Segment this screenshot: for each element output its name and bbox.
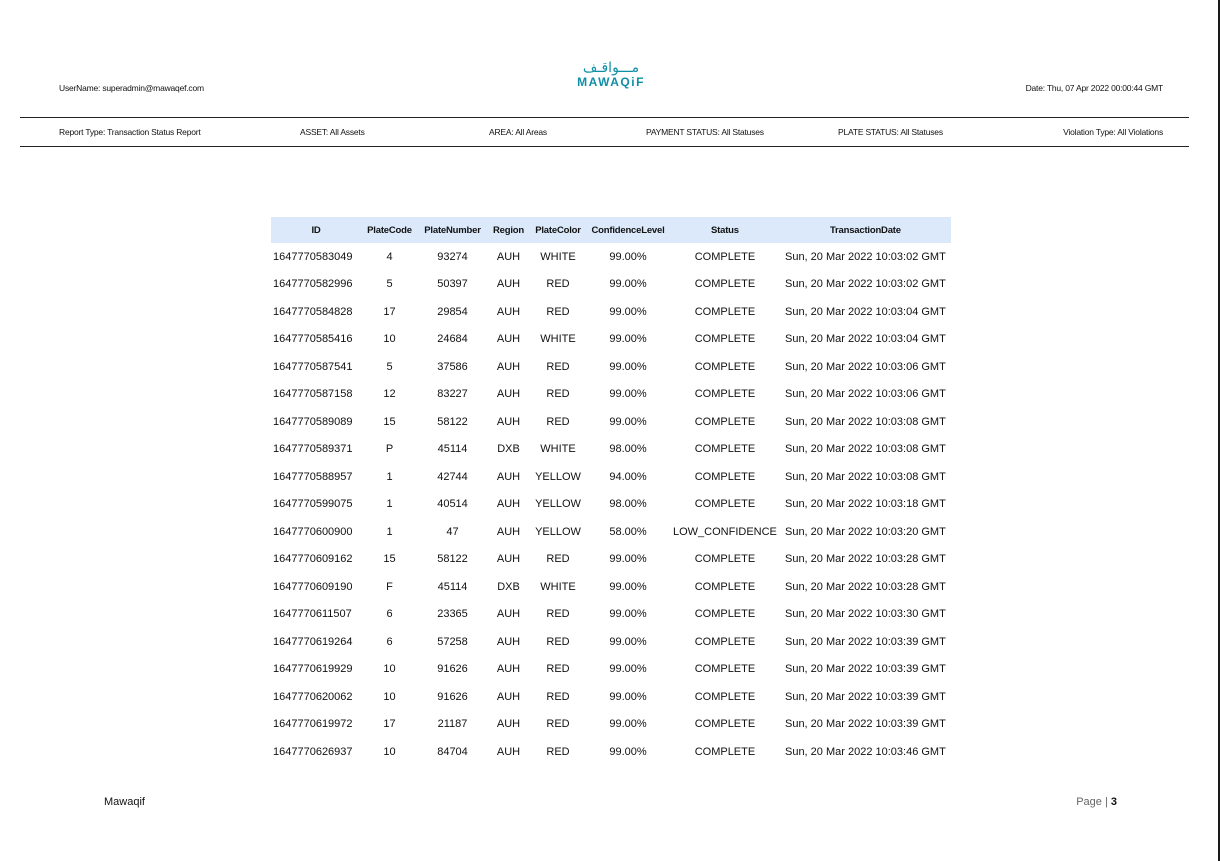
cell-plate-code: 10 [383, 745, 396, 758]
cell-region: AUH [496, 690, 521, 703]
cell-plate-code: P [385, 443, 394, 456]
table-row [271, 711, 951, 739]
cell-id: 1647770588957 [273, 470, 353, 483]
cell-plate-color: RED [546, 663, 570, 676]
cell-transaction-date: Sun, 20 Mar 2022 10:03:04 GMT [784, 333, 946, 346]
table-row [271, 271, 951, 299]
cell-status: COMPLETE [694, 388, 756, 401]
cell-confidence-level: 99.00% [609, 250, 647, 263]
table-row [271, 353, 951, 381]
cell-region: AUH [496, 470, 521, 483]
logo-text: MAWAQiF [577, 75, 645, 89]
cell-plate-number: 40514 [437, 498, 468, 511]
cell-id: 1647770589371 [273, 443, 353, 456]
table-row [271, 326, 951, 354]
report-filters [59, 127, 1163, 139]
cell-id: 1647770609190 [273, 580, 353, 593]
cell-confidence-level: 99.00% [609, 635, 647, 648]
table-row [271, 683, 951, 711]
cell-plate-code: 10 [383, 690, 396, 703]
cell-status: COMPLETE [694, 745, 756, 758]
cell-plate-number: 47 [446, 525, 459, 538]
cell-id: 1647770585416 [273, 333, 353, 346]
cell-plate-number: 57258 [437, 635, 468, 648]
cell-plate-code: 5 [386, 278, 393, 291]
cell-region: AUH [496, 333, 521, 346]
cell-region: AUH [496, 745, 521, 758]
filter-violation-type: Violation Type: All Violations [1063, 127, 1163, 137]
cell-plate-number: 29854 [437, 305, 468, 318]
cell-plate-number: 83227 [437, 388, 468, 401]
cell-transaction-date: Sun, 20 Mar 2022 10:03:06 GMT [784, 388, 946, 401]
cell-transaction-date: Sun, 20 Mar 2022 10:03:46 GMT [784, 745, 946, 758]
footer-company: Mawaqif [104, 796, 145, 808]
table-row [271, 573, 951, 601]
cell-confidence-level: 58.00% [609, 525, 647, 538]
cell-transaction-date: Sun, 20 Mar 2022 10:03:02 GMT [784, 278, 946, 291]
page-edge [1218, 0, 1220, 861]
table-row [271, 628, 951, 656]
cell-id: 1647770589089 [273, 415, 353, 428]
table-row [271, 436, 951, 464]
cell-region: AUH [496, 608, 521, 621]
cell-plate-number: 91626 [437, 690, 468, 703]
cell-plate-number: 84704 [437, 745, 468, 758]
cell-transaction-date: Sun, 20 Mar 2022 10:03:08 GMT [784, 470, 946, 483]
table-row [271, 408, 951, 436]
cell-plate-code: 6 [386, 608, 393, 621]
cell-plate-color: RED [546, 360, 570, 373]
cell-id: 1647770584828 [273, 305, 353, 318]
page-label: Page | [1076, 796, 1108, 808]
transactions-table [271, 217, 951, 766]
cell-id: 1647770587541 [273, 360, 353, 373]
cell-plate-number: 21187 [437, 718, 468, 731]
cell-confidence-level: 99.00% [609, 580, 647, 593]
cell-transaction-date: Sun, 20 Mar 2022 10:03:08 GMT [784, 443, 946, 456]
cell-id: 1647770619264 [273, 635, 353, 648]
cell-plate-color: RED [546, 608, 570, 621]
cell-transaction-date: Sun, 20 Mar 2022 10:03:02 GMT [784, 250, 946, 263]
cell-confidence-level: 99.00% [609, 415, 647, 428]
cell-plate-color: WHITE [540, 250, 576, 263]
table-row [271, 546, 951, 574]
cell-region: AUH [496, 553, 521, 566]
cell-status: COMPLETE [694, 278, 756, 291]
cell-transaction-date: Sun, 20 Mar 2022 10:03:39 GMT [784, 663, 946, 676]
cell-plate-number: 58122 [437, 553, 468, 566]
cell-plate-code: 10 [383, 333, 396, 346]
cell-plate-code: 10 [383, 663, 396, 676]
cell-transaction-date: Sun, 20 Mar 2022 10:03:20 GMT [784, 525, 946, 538]
cell-confidence-level: 99.00% [609, 333, 647, 346]
cell-plate-number: 93274 [437, 250, 468, 263]
cell-transaction-date: Sun, 20 Mar 2022 10:03:39 GMT [784, 690, 946, 703]
cell-confidence-level: 99.00% [609, 278, 647, 291]
cell-plate-color: RED [546, 388, 570, 401]
cell-confidence-level: 99.00% [609, 690, 647, 703]
cell-region: AUH [496, 388, 521, 401]
cell-id: 1647770583049 [273, 250, 353, 263]
cell-id: 1647770626937 [273, 745, 353, 758]
cell-status: COMPLETE [694, 553, 756, 566]
cell-status: COMPLETE [694, 608, 756, 621]
table-row [271, 381, 951, 409]
cell-plate-color: RED [546, 278, 570, 291]
cell-status: COMPLETE [694, 470, 756, 483]
header-divider [20, 117, 1189, 118]
cell-transaction-date: Sun, 20 Mar 2022 10:03:30 GMT [784, 608, 946, 621]
table-header-row [271, 217, 951, 243]
cell-plate-number: 45114 [437, 443, 468, 456]
cell-status: COMPLETE [694, 635, 756, 648]
cell-transaction-date: Sun, 20 Mar 2022 10:03:18 GMT [784, 498, 946, 511]
cell-region: AUH [496, 278, 521, 291]
cell-plate-color: WHITE [540, 580, 576, 593]
cell-plate-number: 24684 [437, 333, 468, 346]
cell-region: AUH [496, 415, 521, 428]
table-row [271, 656, 951, 684]
cell-transaction-date: Sun, 20 Mar 2022 10:03:28 GMT [784, 580, 946, 593]
cell-plate-color: RED [546, 305, 570, 318]
cell-id: 1647770619929 [273, 663, 353, 676]
cell-region: AUH [496, 663, 521, 676]
column-header-plate-number: PlateNumber [418, 217, 487, 243]
filter-area: AREA: All Areas [489, 127, 547, 137]
cell-plate-color: RED [546, 745, 570, 758]
cell-confidence-level: 94.00% [609, 470, 647, 483]
page-number: 3 [1110, 796, 1117, 808]
cell-confidence-level: 99.00% [609, 305, 647, 318]
cell-transaction-date: Sun, 20 Mar 2022 10:03:39 GMT [784, 718, 946, 731]
cell-region: AUH [496, 305, 521, 318]
cell-status: COMPLETE [694, 498, 756, 511]
cell-transaction-date: Sun, 20 Mar 2022 10:03:06 GMT [784, 360, 946, 373]
cell-plate-number: 37586 [437, 360, 468, 373]
cell-id: 1647770582996 [273, 278, 353, 291]
cell-plate-code: 4 [386, 250, 393, 263]
cell-transaction-date: Sun, 20 Mar 2022 10:03:04 GMT [784, 305, 946, 318]
cell-confidence-level: 99.00% [609, 360, 647, 373]
cell-plate-color: YELLOW [535, 470, 581, 483]
cell-plate-color: YELLOW [535, 498, 581, 511]
footer-page-indicator [1076, 796, 1117, 808]
cell-plate-color: RED [546, 690, 570, 703]
cell-confidence-level: 99.00% [609, 553, 647, 566]
cell-confidence-level: 99.00% [609, 388, 647, 401]
column-header-plate-color: PlateColor [530, 217, 586, 243]
cell-status: COMPLETE [694, 250, 756, 263]
table-row [271, 738, 951, 766]
cell-status: COMPLETE [694, 360, 756, 373]
cell-status: COMPLETE [694, 443, 756, 456]
cell-region: AUH [496, 250, 521, 263]
cell-plate-code: 12 [383, 388, 396, 401]
filters-divider [20, 146, 1189, 147]
cell-id: 1647770587158 [273, 388, 353, 401]
cell-plate-number: 23365 [437, 608, 468, 621]
cell-plate-number: 42744 [437, 470, 468, 483]
table-row [271, 243, 951, 271]
cell-confidence-level: 98.00% [609, 443, 647, 456]
cell-plate-code: 15 [383, 553, 396, 566]
report-date: Date: Thu, 07 Apr 2022 00:00:44 GMT [1025, 83, 1163, 93]
logo-arabic-text: مـــواقـف [582, 60, 640, 76]
cell-plate-color: RED [546, 635, 570, 648]
cell-plate-code: 5 [386, 360, 393, 373]
cell-region: AUH [496, 718, 521, 731]
cell-region: AUH [496, 635, 521, 648]
cell-confidence-level: 99.00% [609, 745, 647, 758]
cell-plate-code: 1 [386, 498, 393, 511]
cell-id: 1647770611507 [273, 608, 352, 621]
cell-plate-number: 58122 [437, 415, 468, 428]
filter-report-type: Report Type: Transaction Status Report [59, 127, 201, 137]
cell-region: AUH [496, 360, 521, 373]
cell-id: 1647770619972 [273, 718, 353, 731]
cell-region: AUH [496, 498, 521, 511]
table-row [271, 298, 951, 326]
filter-asset: ASSET: All Assets [300, 127, 365, 137]
column-header-region: Region [487, 217, 530, 243]
cell-status: COMPLETE [694, 305, 756, 318]
cell-transaction-date: Sun, 20 Mar 2022 10:03:08 GMT [784, 415, 946, 428]
cell-region: DXB [497, 580, 520, 593]
table-row [271, 463, 951, 491]
cell-status: COMPLETE [694, 580, 756, 593]
cell-region: DXB [497, 443, 520, 456]
cell-plate-number: 91626 [437, 663, 468, 676]
cell-plate-color: RED [546, 553, 570, 566]
table-body [271, 243, 951, 766]
username-label: UserName: superadmin@mawaqef.com [59, 83, 204, 93]
cell-confidence-level: 98.00% [609, 498, 647, 511]
cell-id: 1647770620062 [273, 690, 353, 703]
cell-confidence-level: 99.00% [609, 663, 647, 676]
cell-plate-code: 17 [383, 305, 396, 318]
mawaqif-logo [566, 61, 656, 88]
column-header-transaction-date: TransactionDate [780, 217, 951, 243]
column-header-id: ID [271, 217, 361, 243]
cell-status: COMPLETE [694, 333, 756, 346]
cell-plate-code: 6 [386, 635, 393, 648]
column-header-plate-code: PlateCode [361, 217, 418, 243]
cell-status: COMPLETE [694, 663, 756, 676]
filter-payment-status: PAYMENT STATUS: All Statuses [646, 127, 764, 137]
cell-plate-code: 1 [386, 525, 393, 538]
cell-plate-code: 1 [386, 470, 393, 483]
cell-status: COMPLETE [694, 718, 756, 731]
cell-plate-color: WHITE [540, 333, 576, 346]
table-row [271, 491, 951, 519]
cell-status: COMPLETE [694, 690, 756, 703]
cell-id: 1647770609162 [273, 553, 353, 566]
cell-region: AUH [496, 525, 521, 538]
filter-plate-status: PLATE STATUS: All Statuses [838, 127, 943, 137]
cell-status: LOW_CONFIDENCE [673, 525, 777, 538]
cell-confidence-level: 99.00% [609, 718, 647, 731]
cell-plate-color: WHITE [540, 443, 576, 456]
cell-plate-number: 50397 [437, 278, 468, 291]
cell-status: COMPLETE [694, 415, 756, 428]
column-header-status: Status [670, 217, 780, 243]
cell-plate-code: F [386, 580, 393, 593]
cell-id: 1647770599075 [273, 498, 353, 511]
cell-plate-code: 17 [383, 718, 396, 731]
cell-plate-number: 45114 [437, 580, 468, 593]
cell-id: 1647770600900 [273, 525, 353, 538]
cell-plate-code: 15 [383, 415, 396, 428]
cell-plate-color: YELLOW [535, 525, 581, 538]
cell-plate-color: RED [546, 718, 570, 731]
cell-transaction-date: Sun, 20 Mar 2022 10:03:39 GMT [784, 635, 946, 648]
column-header-confidence-level: ConfidenceLevel [586, 217, 670, 243]
table-row [271, 601, 951, 629]
cell-confidence-level: 99.00% [609, 608, 647, 621]
cell-transaction-date: Sun, 20 Mar 2022 10:03:28 GMT [784, 553, 946, 566]
table-row [271, 518, 951, 546]
cell-plate-color: RED [546, 415, 570, 428]
